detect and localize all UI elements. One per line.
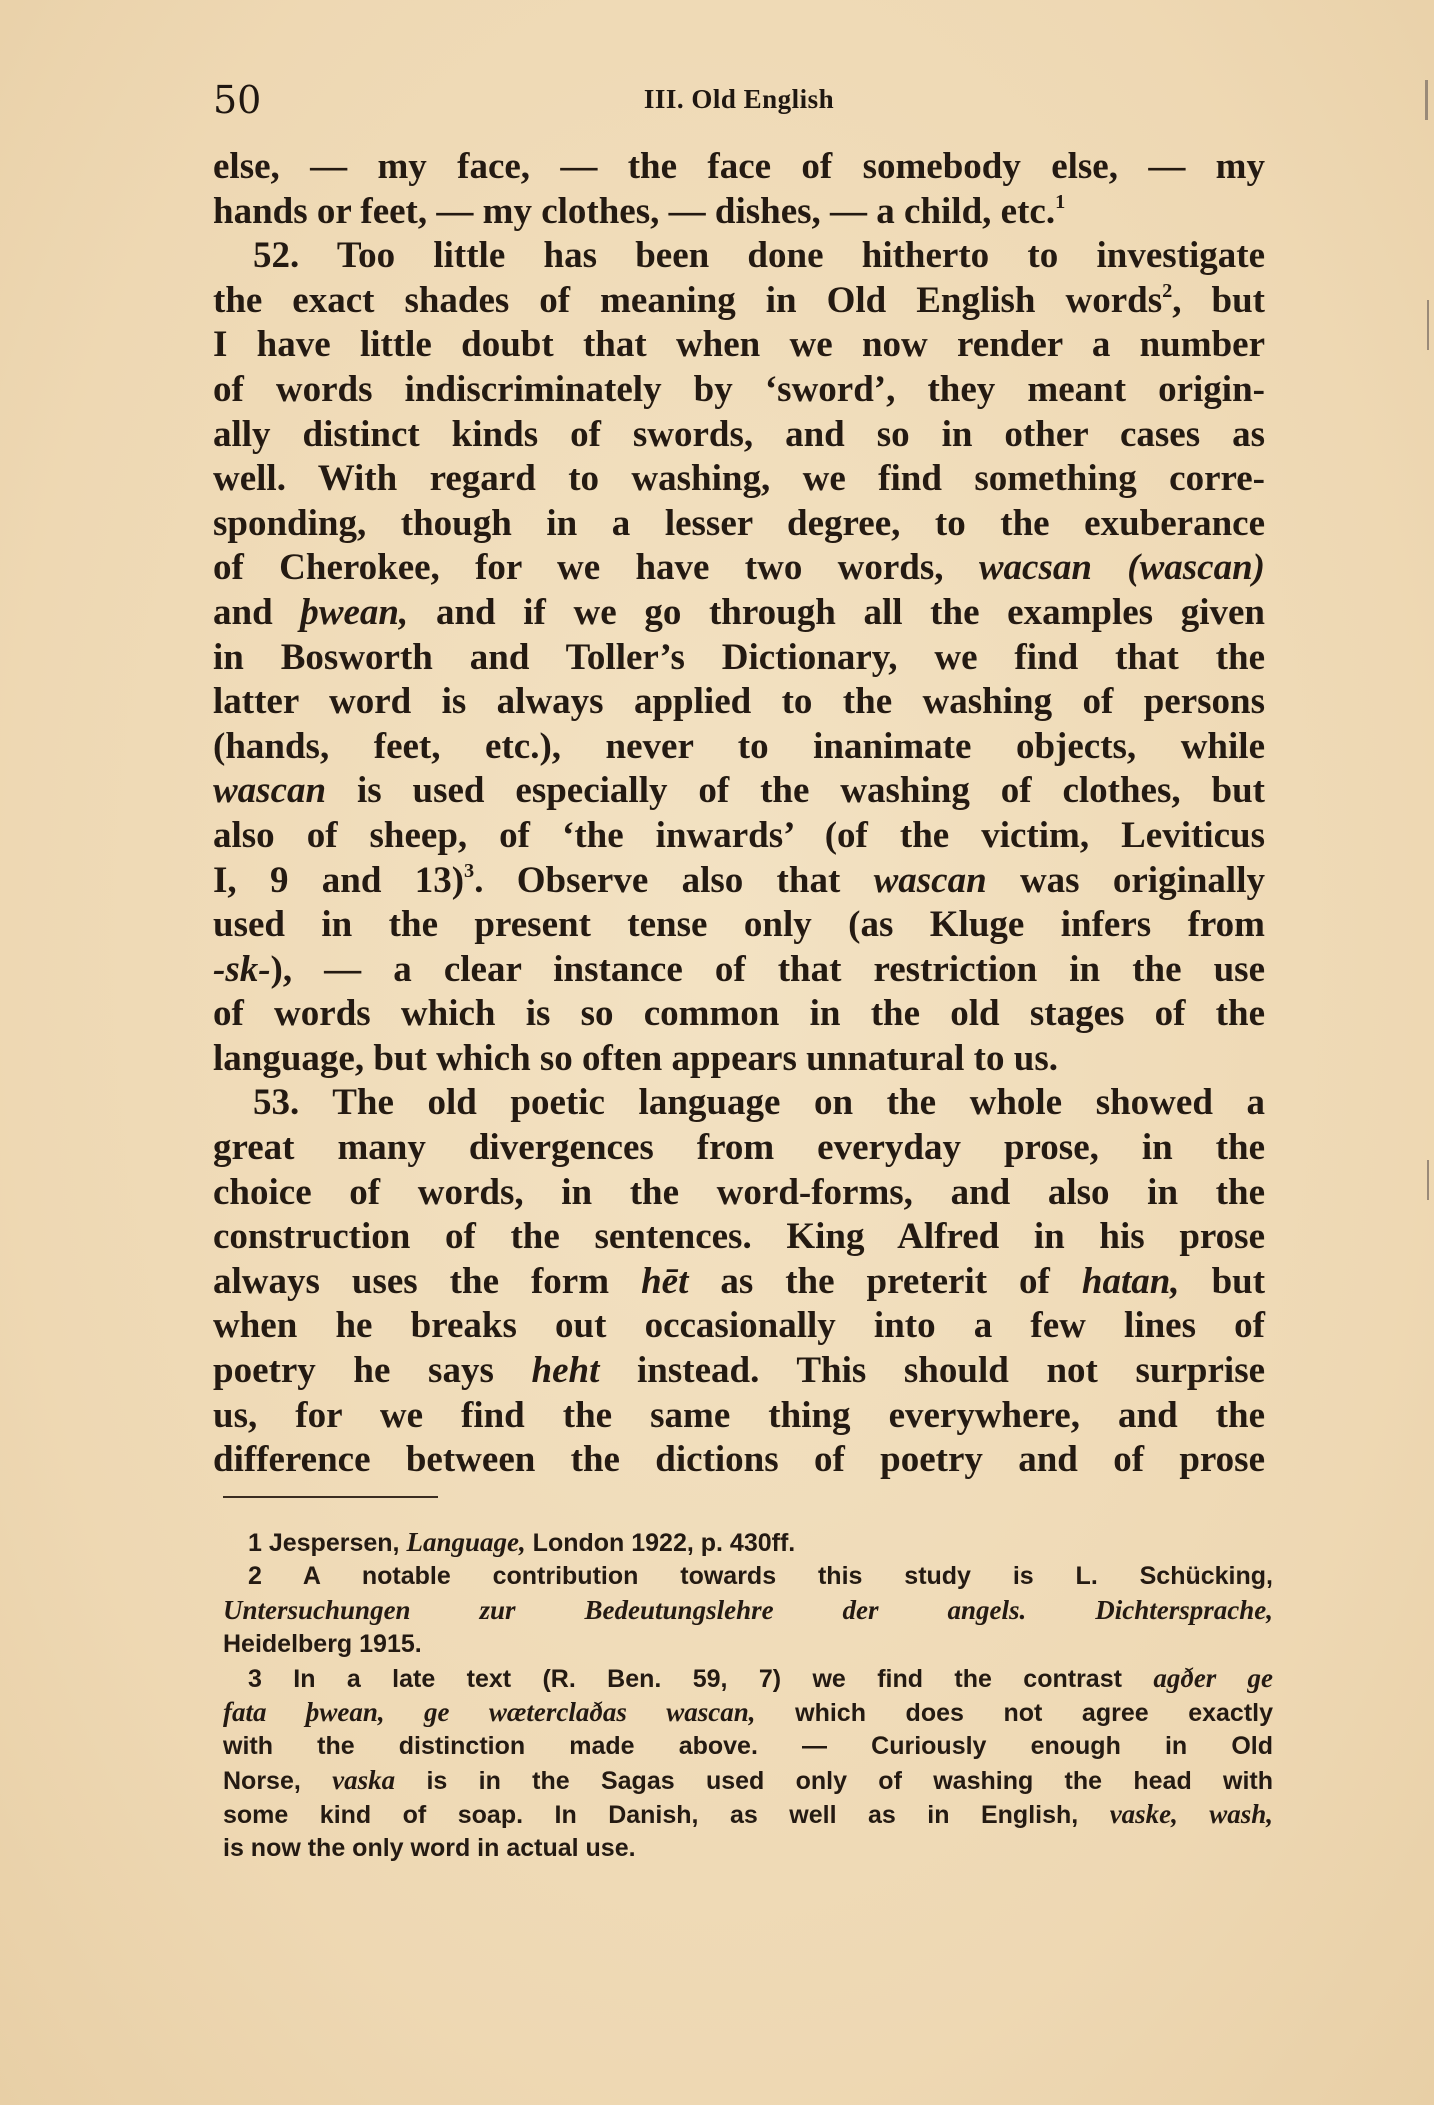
- text-line: wascan is used especially of the washing of clothes, but: [213, 770, 1265, 812]
- text-line: I have little doubt that when we now render a number: [213, 324, 1265, 366]
- section-number: 53.: [253, 1082, 300, 1124]
- page-edge-mark: [1427, 300, 1429, 350]
- body-text: [213, 145, 1265, 1483]
- text-line: -sk-), — a clear instance of that restriction in the use: [213, 948, 1265, 990]
- footnote-3-cont: Norse, vaska is in the Sagas used only of washing the head with: [223, 1765, 1274, 1795]
- footnote-divider: [223, 1496, 438, 1498]
- italic-term: hēt: [641, 1260, 689, 1302]
- text-line: us, for we find the same thing everywhere, and the: [213, 1394, 1265, 1436]
- section-number: 52.: [253, 235, 300, 277]
- text-line: else, — my face, — the face of somebody else, — my: [213, 146, 1265, 187]
- italic-term: wascan: [873, 859, 987, 901]
- page-header: [213, 78, 1265, 128]
- text-line: the exact shades of meaning in Old English words$^2$, but: [213, 279, 1265, 321]
- footnote-ref: 3: [464, 859, 475, 882]
- text-line: when he breaks out occasionally into a few lines of: [213, 1305, 1265, 1347]
- italic-term: þwean,: [300, 591, 409, 633]
- text-line: construction of the sentences. King Alfred in his prose: [213, 1216, 1265, 1258]
- footnote-3-cont: with the distinction made above. — Curiously enough in Old: [223, 1732, 1273, 1760]
- italic-term: wascan: [213, 770, 327, 812]
- section-52-start: 52. Too little has been done hitherto to investigate: [253, 235, 1265, 277]
- text-line: poetry he says heht instead. This should not surprise: [213, 1350, 1266, 1392]
- page-edge-mark: [1425, 80, 1428, 120]
- text-line: and þwean, and if we go through all the examples given: [213, 591, 1266, 633]
- footnote-3-cont: is now the only word in actual use.: [223, 1834, 636, 1862]
- footnote-3-cont: fata þwean, ge wæterclaðas wascan, which does not agree exactly: [223, 1697, 1273, 1727]
- section-53-start: 53. The old poetic language on the whole showed a: [253, 1082, 1265, 1124]
- text-line: great many divergences from everyday prose, in the: [213, 1127, 1265, 1169]
- text-line: sponding, though in a lesser degree, to the exuberance: [213, 502, 1265, 544]
- text-line: of Cherokee, for we have two words, wacsan (wascan): [213, 547, 1265, 589]
- page-number: 50: [213, 78, 262, 122]
- italic-term: heht: [531, 1350, 600, 1392]
- running-head: III. Old English: [643, 84, 835, 114]
- italic-term: hatan,: [1081, 1260, 1180, 1302]
- text-line: (hands, feet, etc.), never to inanimate objects, while: [213, 725, 1265, 767]
- footnote-2-cont: Untersuchungen zur Bedeutungslehre der angels. Dichtersprache,: [223, 1595, 1273, 1625]
- text-line: hands or feet, — my clothes, — dishes, — a child, etc.$^1$: [213, 190, 1066, 232]
- footnote-1: 1 Jespersen, Language, London 1922, p. 430ff.: [248, 1527, 796, 1557]
- italic-term: -sk-: [213, 948, 271, 990]
- footnote-ref: 1: [1055, 190, 1066, 213]
- text-line: ally distinct kinds of swords, and so in other cases as: [213, 413, 1265, 455]
- text-line: I, 9 and 13)$^3$. Observe also that wascan was originally: [213, 859, 1265, 901]
- text-line: in Bosworth and Toller’s Dictionary, we find that the: [213, 636, 1265, 678]
- text-line: latter word is always applied to the washing of persons: [213, 681, 1265, 723]
- page-edge-mark: [1427, 1160, 1429, 1200]
- footnote-3: 3 In a late text (R. Ben. 59, 7) we find the contrast agðer ge: [248, 1663, 1273, 1693]
- text-line: also of sheep, of ‘the inwards’ (of the victim, Leviticus: [213, 814, 1265, 856]
- text-line: choice of words, in the word-forms, and also in the: [213, 1171, 1265, 1213]
- italic-term: wacsan (wascan): [978, 547, 1265, 589]
- footnotes: [223, 1525, 1273, 1865]
- text-line: of words which is so common in the old stages of the: [213, 993, 1265, 1035]
- footnote-2-cont: Heidelberg 1915.: [223, 1630, 422, 1658]
- footnote-3-cont: some kind of soap. In Danish, as well as in English, vaske, wash,: [223, 1799, 1273, 1829]
- text-line: language, but which so often appears unnatural to us.: [213, 1037, 1058, 1079]
- text-line: of words indiscriminately by ‘sword’, they meant origin-: [213, 368, 1265, 410]
- text-line: always uses the form hēt as the preterit of hatan, but: [213, 1260, 1266, 1302]
- text-line: used in the present tense only (as Kluge infers from: [213, 904, 1265, 946]
- text-line: well. With regard to washing, we find something corre-: [213, 458, 1265, 500]
- text-line: difference between the dictions of poetry and of prose: [213, 1439, 1265, 1481]
- footnote-2: 2 A notable contribution towards this study is L. Schücking,: [248, 1562, 1273, 1590]
- footnote-ref: 2: [1162, 279, 1173, 302]
